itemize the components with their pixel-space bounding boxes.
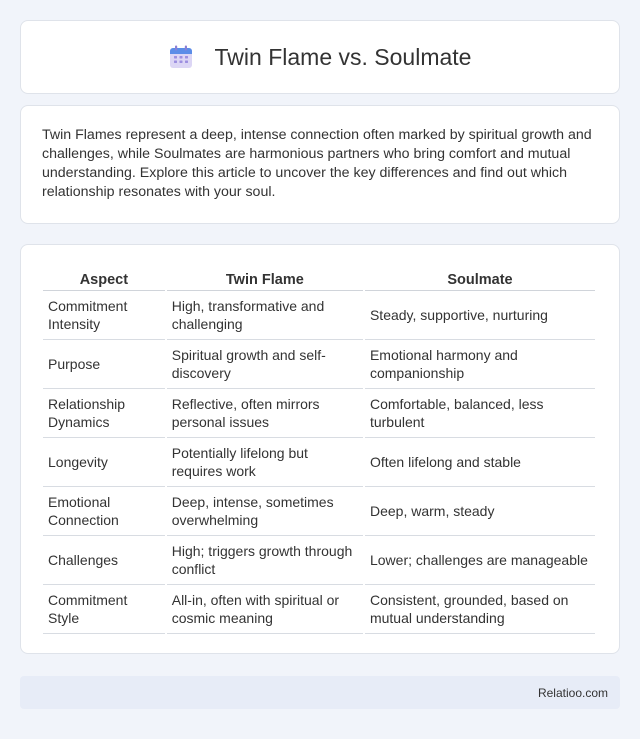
comparison-card — [20, 244, 620, 654]
table-row — [43, 585, 595, 634]
footer-bar — [20, 676, 620, 709]
footer-brand: Relatioo.com — [537, 685, 608, 700]
table-row — [43, 536, 595, 585]
intro-card — [20, 105, 620, 224]
comparison-table — [41, 265, 597, 634]
twin-flame-cell: All-in, often with spiritual or cosmic meaning — [167, 585, 363, 634]
table-row — [43, 291, 595, 340]
aspect-cell: Purpose — [43, 340, 165, 389]
column-header-twin-flame: Twin Flame — [167, 265, 363, 291]
soulmate-cell: Consistent, grounded, based on mutual understanding — [365, 585, 595, 634]
aspect-cell: Commitment Style — [43, 585, 165, 634]
table-row — [43, 487, 595, 536]
page-title: Twin Flame vs. Soulmate — [214, 43, 472, 70]
twin-flame-cell: Potentially lifelong but requires work — [167, 438, 363, 487]
twin-flame-cell: High, transformative and challenging — [167, 291, 363, 340]
aspect-cell: Commitment Intensity — [43, 291, 165, 340]
soulmate-cell: Comfortable, balanced, less turbulent — [365, 389, 595, 438]
column-header-aspect: Aspect — [43, 265, 165, 291]
soulmate-cell: Lower; challenges are manageable — [365, 536, 595, 585]
calendar-icon — [169, 45, 193, 69]
intro-paragraph: Twin Flames represent a deep, intense connection often marked by spiritual growth and challenges, while Soulmates are harmonious partners who bring comfort and mutual understanding. Explore this article to uncover the key differences and find out which relationship resonates with your soul. — [42, 127, 592, 200]
twin-flame-cell: Deep, intense, sometimes overwhelming — [167, 487, 363, 536]
title-bar — [169, 44, 472, 71]
table-row — [43, 389, 595, 438]
soulmate-cell: Emotional harmony and companionship — [365, 340, 595, 389]
table-row — [43, 438, 595, 487]
twin-flame-cell: Spiritual growth and self-discovery — [167, 340, 363, 389]
aspect-cell: Challenges — [43, 536, 165, 585]
aspect-cell: Longevity — [43, 438, 165, 487]
table-row — [43, 340, 595, 389]
soulmate-cell: Deep, warm, steady — [365, 487, 595, 536]
aspect-cell: Emotional Connection — [43, 487, 165, 536]
twin-flame-cell: Reflective, often mirrors personal issues — [167, 389, 363, 438]
aspect-cell: Relationship Dynamics — [43, 389, 165, 438]
soulmate-cell: Steady, supportive, nurturing — [365, 291, 595, 340]
twin-flame-cell: High; triggers growth through conflict — [167, 536, 363, 585]
soulmate-cell: Often lifelong and stable — [365, 438, 595, 487]
column-header-soulmate: Soulmate — [365, 265, 595, 291]
table-header-row — [43, 265, 595, 291]
title-card — [20, 20, 620, 94]
